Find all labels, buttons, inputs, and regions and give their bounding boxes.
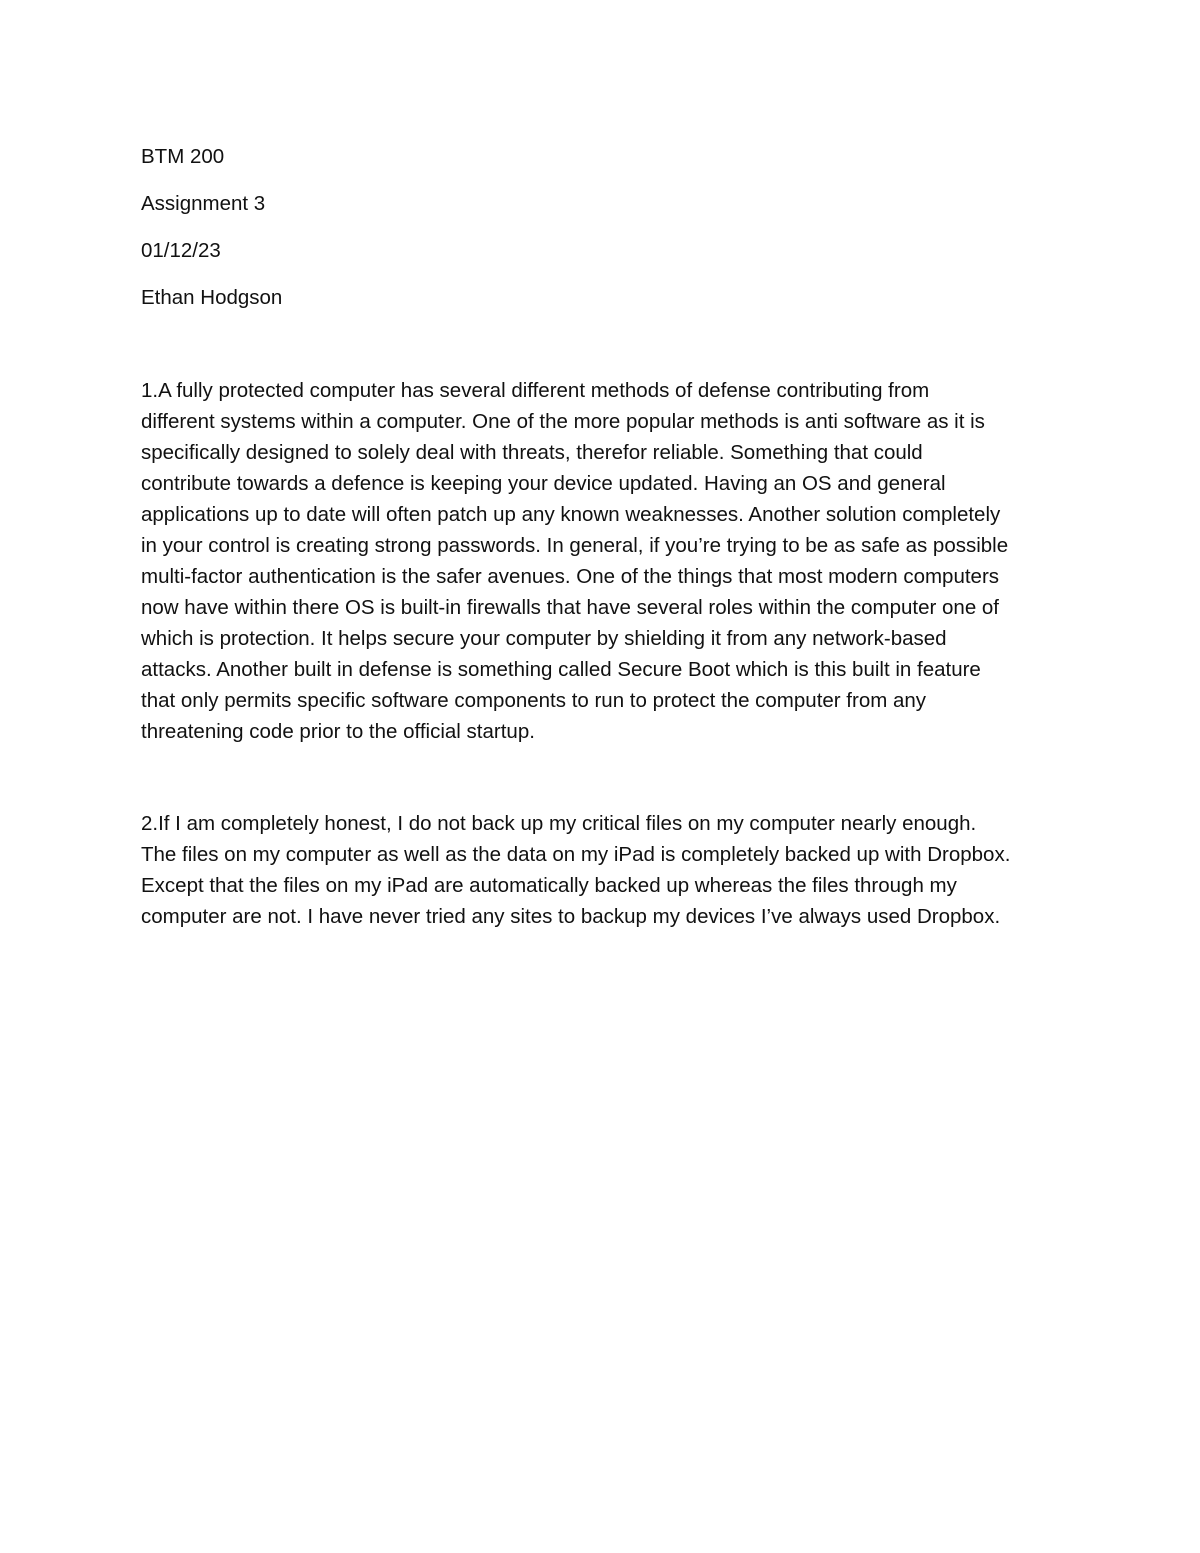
paragraph-line: 2.If I am completely honest, I do not back up my critical files on my computer nearly enough. [141,812,977,835]
paragraph-line: threatening code prior to the official startup. [141,720,535,743]
answer-1-paragraph [141,375,1071,747]
paragraph-line: applications up to date will often patch up any known weaknesses. Another solution completely [141,503,1001,526]
paragraph-line: contribute towards a defence is keeping your device updated. Having an OS and general [141,472,946,495]
paragraph-line: now have within there OS is built-in firewalls that have several roles within the computer one of [141,596,1000,619]
paragraph-line: The files on my computer as well as the data on my iPad is completely backed up with Dropbox. [141,843,1011,866]
paragraph-line: specifically designed to solely deal with threats, therefor reliable. Something that could [141,441,923,464]
author-name: Ethan Hodgson [141,286,283,309]
paragraph-line: different systems within a computer. One of the more popular methods is anti software as it is [141,410,985,433]
paragraph-line: that only permits specific software components to run to protect the computer from any [141,689,927,712]
answer-2-paragraph [141,808,1071,932]
paragraph-line: multi-factor authentication is the safer avenues. One of the things that most modern computers [141,565,1000,588]
paragraph-line: computer are not. I have never tried any sites to backup my devices I’ve always used Dropbox. [141,905,1001,928]
paragraph-line: which is protection. It helps secure your computer by shielding it from any network-based [141,627,947,650]
paragraph-line: attacks. Another built in defense is something called Secure Boot which is this built in feature [141,658,981,681]
paragraph-line: 1.A fully protected computer has several different methods of defense contributing from [141,379,930,402]
paragraph-line: in your control is creating strong passwords. In general, if you’re trying to be as safe as possible [141,534,1009,557]
assignment-title: Assignment 3 [141,192,266,215]
document-body [141,141,1071,932]
assignment-date: 01/12/23 [141,239,221,262]
paragraph-line: Except that the files on my iPad are automatically backed up whereas the files through my [141,874,957,897]
course-code: BTM 200 [141,145,225,168]
